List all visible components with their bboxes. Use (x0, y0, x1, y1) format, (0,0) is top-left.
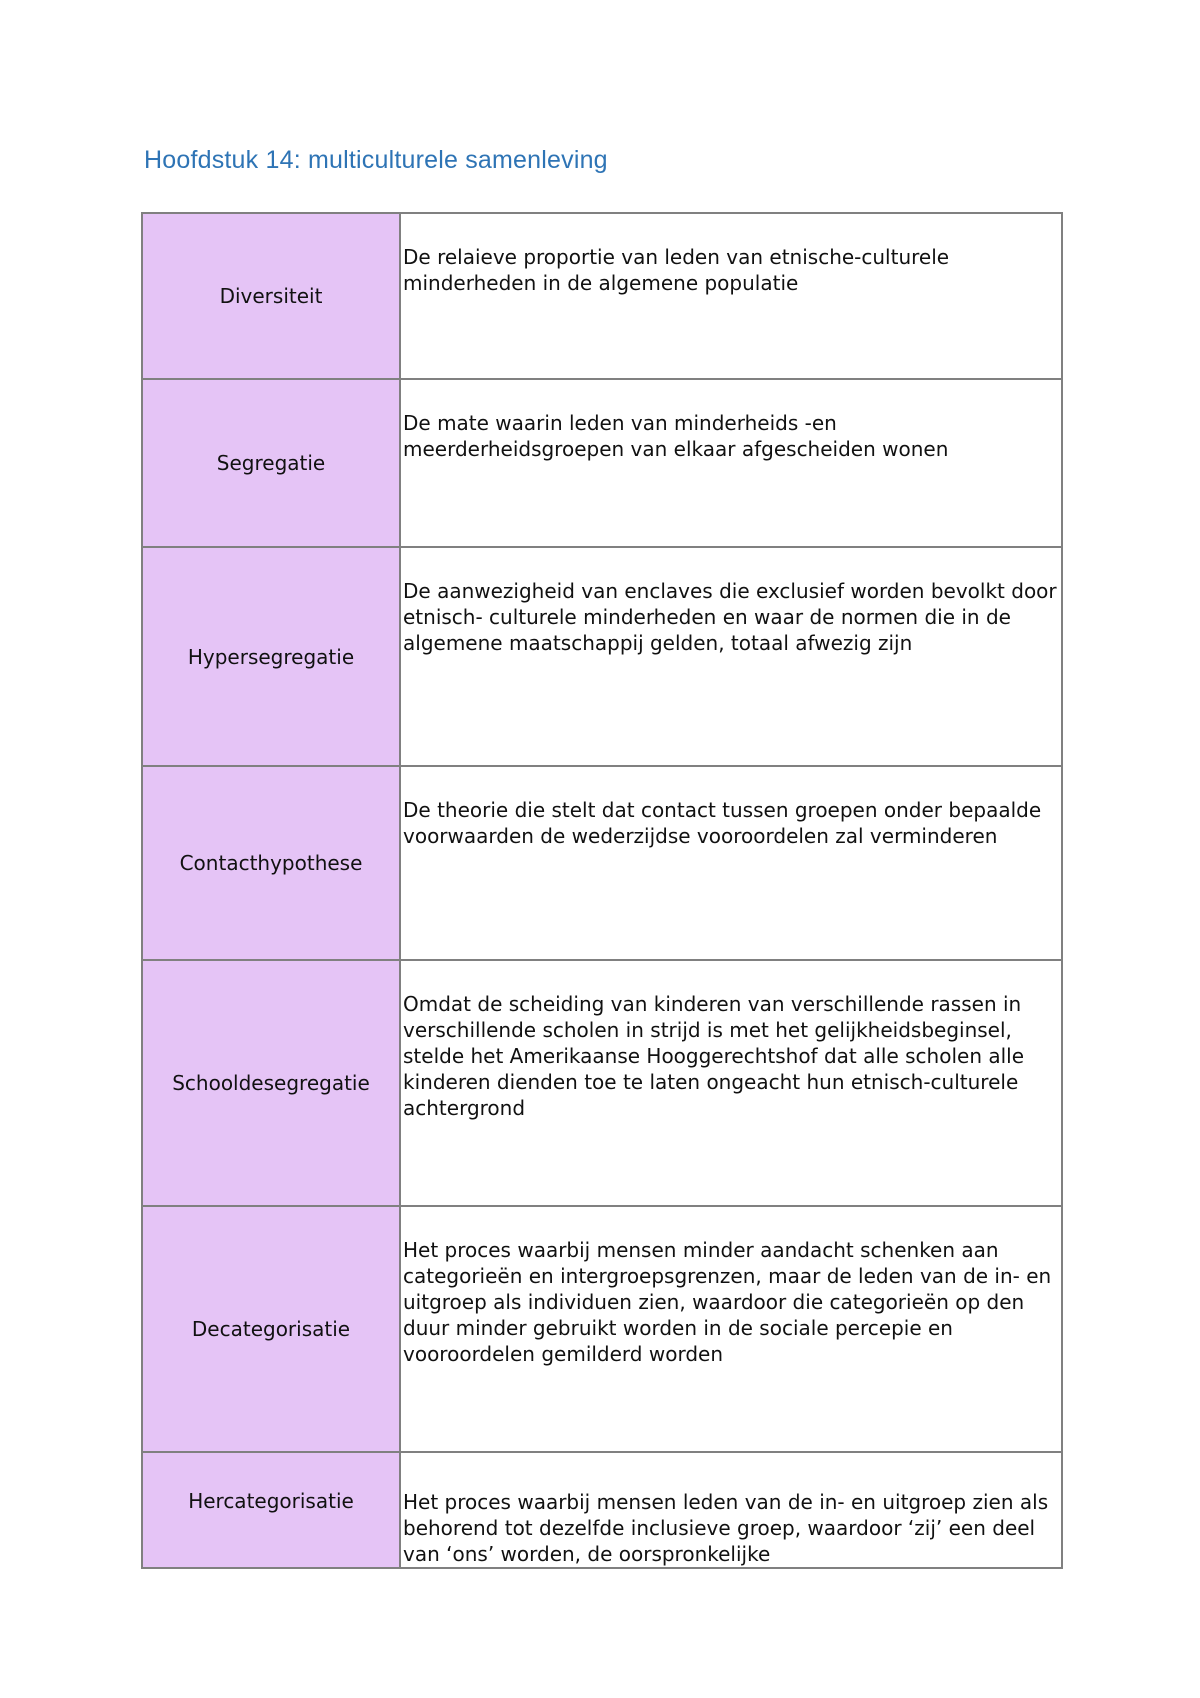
definition-cell (400, 1452, 1062, 1568)
term-label: Decategorisatie (191, 1317, 351, 1341)
table-row (142, 766, 1062, 960)
table-row (142, 1206, 1062, 1452)
definition-cell (400, 1206, 1062, 1452)
table-row (142, 547, 1062, 766)
term-label: Hercategorisatie (188, 1489, 354, 1513)
definition-text: Het proces waarbij mensen leden van de in- en uitgroep zien als behorend tot dezelfde inclusieve groep, waardoor ‘zij’ een deel van ‘ons’ worden, de oorspronkelijke (403, 1490, 1049, 1566)
definition-text: Het proces waarbij mensen minder aandacht schenken aan categorieën en intergroepsgrenzen, maar de leden van de in- en uitgroep als individuen zien, waardoor die categorieën op den duur minder gebruikt worden in de sociale percepie en vooroordelen gemilderd worden (403, 1238, 1052, 1366)
term-label: Hypersegregatie (187, 644, 355, 669)
term-cell (142, 1206, 400, 1452)
definition-text: De theorie die stelt dat contact tussen groepen onder bepaalde voorwaarden de wederzijdse vooroordelen zal verminderen (403, 798, 1042, 848)
term-cell (142, 960, 400, 1206)
term-cell (142, 379, 400, 547)
term-cell (142, 766, 400, 960)
term-cell (142, 213, 400, 379)
term-label: Segregatie (216, 451, 326, 475)
term-label: Schooldesegregatie (172, 1071, 370, 1095)
term-cell (142, 547, 400, 766)
page-title: Hoofdstuk 14: multiculturele samenleving (144, 146, 608, 174)
definition-cell (400, 960, 1062, 1206)
definition-cell (400, 213, 1062, 379)
definition-text: De mate waarin leden van minderheids -en meerderheidsgroepen van elkaar afgescheiden wonen (403, 411, 949, 461)
definition-cell (400, 547, 1062, 766)
definition-text: De aanwezigheid van enclaves die exclusief worden bevolkt door etnisch- culturele minderheden en waar de normen die in de algemene maatschappij gelden, totaal afwezig zijn (403, 579, 1057, 655)
definition-text: Omdat de scheiding van kinderen van verschillende rassen in verschillende scholen in strijd is met het gelijkheidsbeginsel, stelde het Amerikaanse Hooggerechtshof dat alle scholen alle kinderen dienden toe te laten ongeacht hun etnisch-culturele achtergrond (403, 992, 1025, 1120)
table-row (142, 213, 1062, 379)
definition-cell (400, 379, 1062, 547)
table-row (142, 1452, 1062, 1568)
glossary-table (141, 212, 1063, 1569)
definition-text: De relaieve proportie van leden van etnische-culturele minderheden in de algemene populatie (403, 245, 950, 295)
definition-cell (400, 766, 1062, 960)
table-row (142, 960, 1062, 1206)
term-cell (142, 1452, 400, 1568)
term-label: Contacthypothese (179, 851, 363, 875)
term-label: Diversiteit (219, 284, 323, 308)
table-row (142, 379, 1062, 547)
